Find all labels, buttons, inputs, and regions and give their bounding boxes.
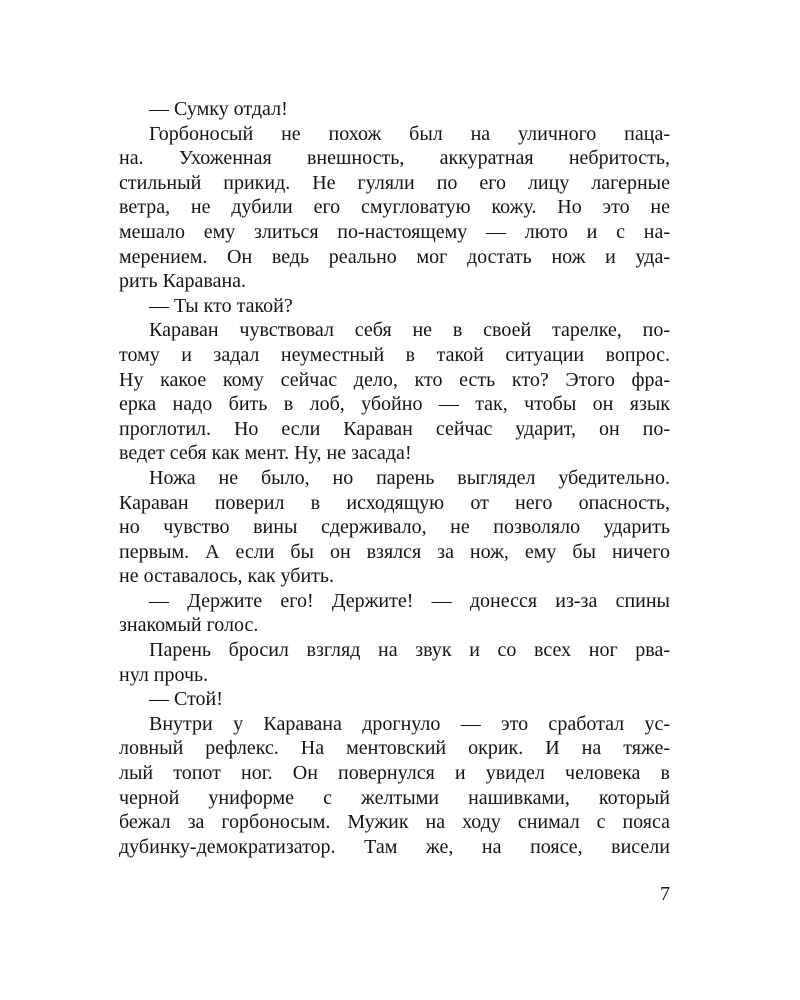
text-line: — Сумку отдал! <box>149 98 288 120</box>
text-line: рить Каравана. <box>119 270 247 293</box>
text-line: Караван поверил в исходящую от него опасность, <box>119 491 670 514</box>
text-line: Внутри у Каравана дрогнуло — это сработал ус- <box>149 712 670 735</box>
text-line: ерка надо бить в лоб, убойно — так, чтобы он язык <box>119 393 670 416</box>
text-line: — Ты кто такой? <box>149 294 293 317</box>
text-line: ветра, не дубили его смугловатую кожу. Но это не <box>119 196 670 219</box>
text-line: ведет себя как мент. Ну, не засада! <box>119 442 412 465</box>
text-line: на. Ухоженная внешность, аккуратная небритость, <box>119 147 670 170</box>
text-line: Парень бросил взгляд на звук и со всех ног рва- <box>149 639 670 662</box>
text-line: но чувство вины сдерживало, не позволяло ударить <box>119 516 670 539</box>
text-line: Ножа не было, но парень выглядел убедительно. <box>149 466 670 489</box>
text-line: мешало ему злиться по-настоящему — люто и с на- <box>119 220 670 243</box>
text-line: дубинку-демократизатор. Там же, на поясе, висели <box>119 835 670 858</box>
text-line: не оставалось, как убить. <box>119 565 335 588</box>
text-line: — Держите его! Держите! — донесся из-за спины <box>149 589 670 612</box>
page-number: 7 <box>660 883 670 905</box>
text-line: ловный рефлекс. На ментовский окрик. И на тяже- <box>119 737 670 760</box>
text-line: Ну какое кому сейчас дело, кто есть кто? Этого фра- <box>119 368 670 391</box>
page-body-text <box>119 97 670 859</box>
text-line: тому и задал неуместный в такой ситуации вопрос. <box>119 343 670 366</box>
text-line: знакомый голос. <box>119 614 259 637</box>
text-line: проглотил. Но если Караван сейчас ударит, он по- <box>119 417 670 440</box>
text-line: Горбоносый не похож был на уличного паца- <box>149 122 670 145</box>
text-line: нул прочь. <box>119 663 209 686</box>
text-line: черной униформе с желтыми нашивками, который <box>119 786 670 809</box>
text-line: первым. А если бы он взялся за нож, ему бы ничего <box>119 540 670 563</box>
text-line: — Стой! <box>149 688 223 711</box>
text-line: Караван чувствовал себя не в своей тарелке, по- <box>149 319 670 342</box>
text-line: мерением. Он ведь реально мог достать нож и уда- <box>119 245 670 268</box>
text-line: лый топот ног. Он повернулся и увидел человека в <box>119 762 670 785</box>
text-line: бежал за горбоносым. Мужик на ходу снимал с пояса <box>119 811 670 834</box>
text-line: стильный прикид. Не гуляли по его лицу лагерные <box>119 171 670 194</box>
